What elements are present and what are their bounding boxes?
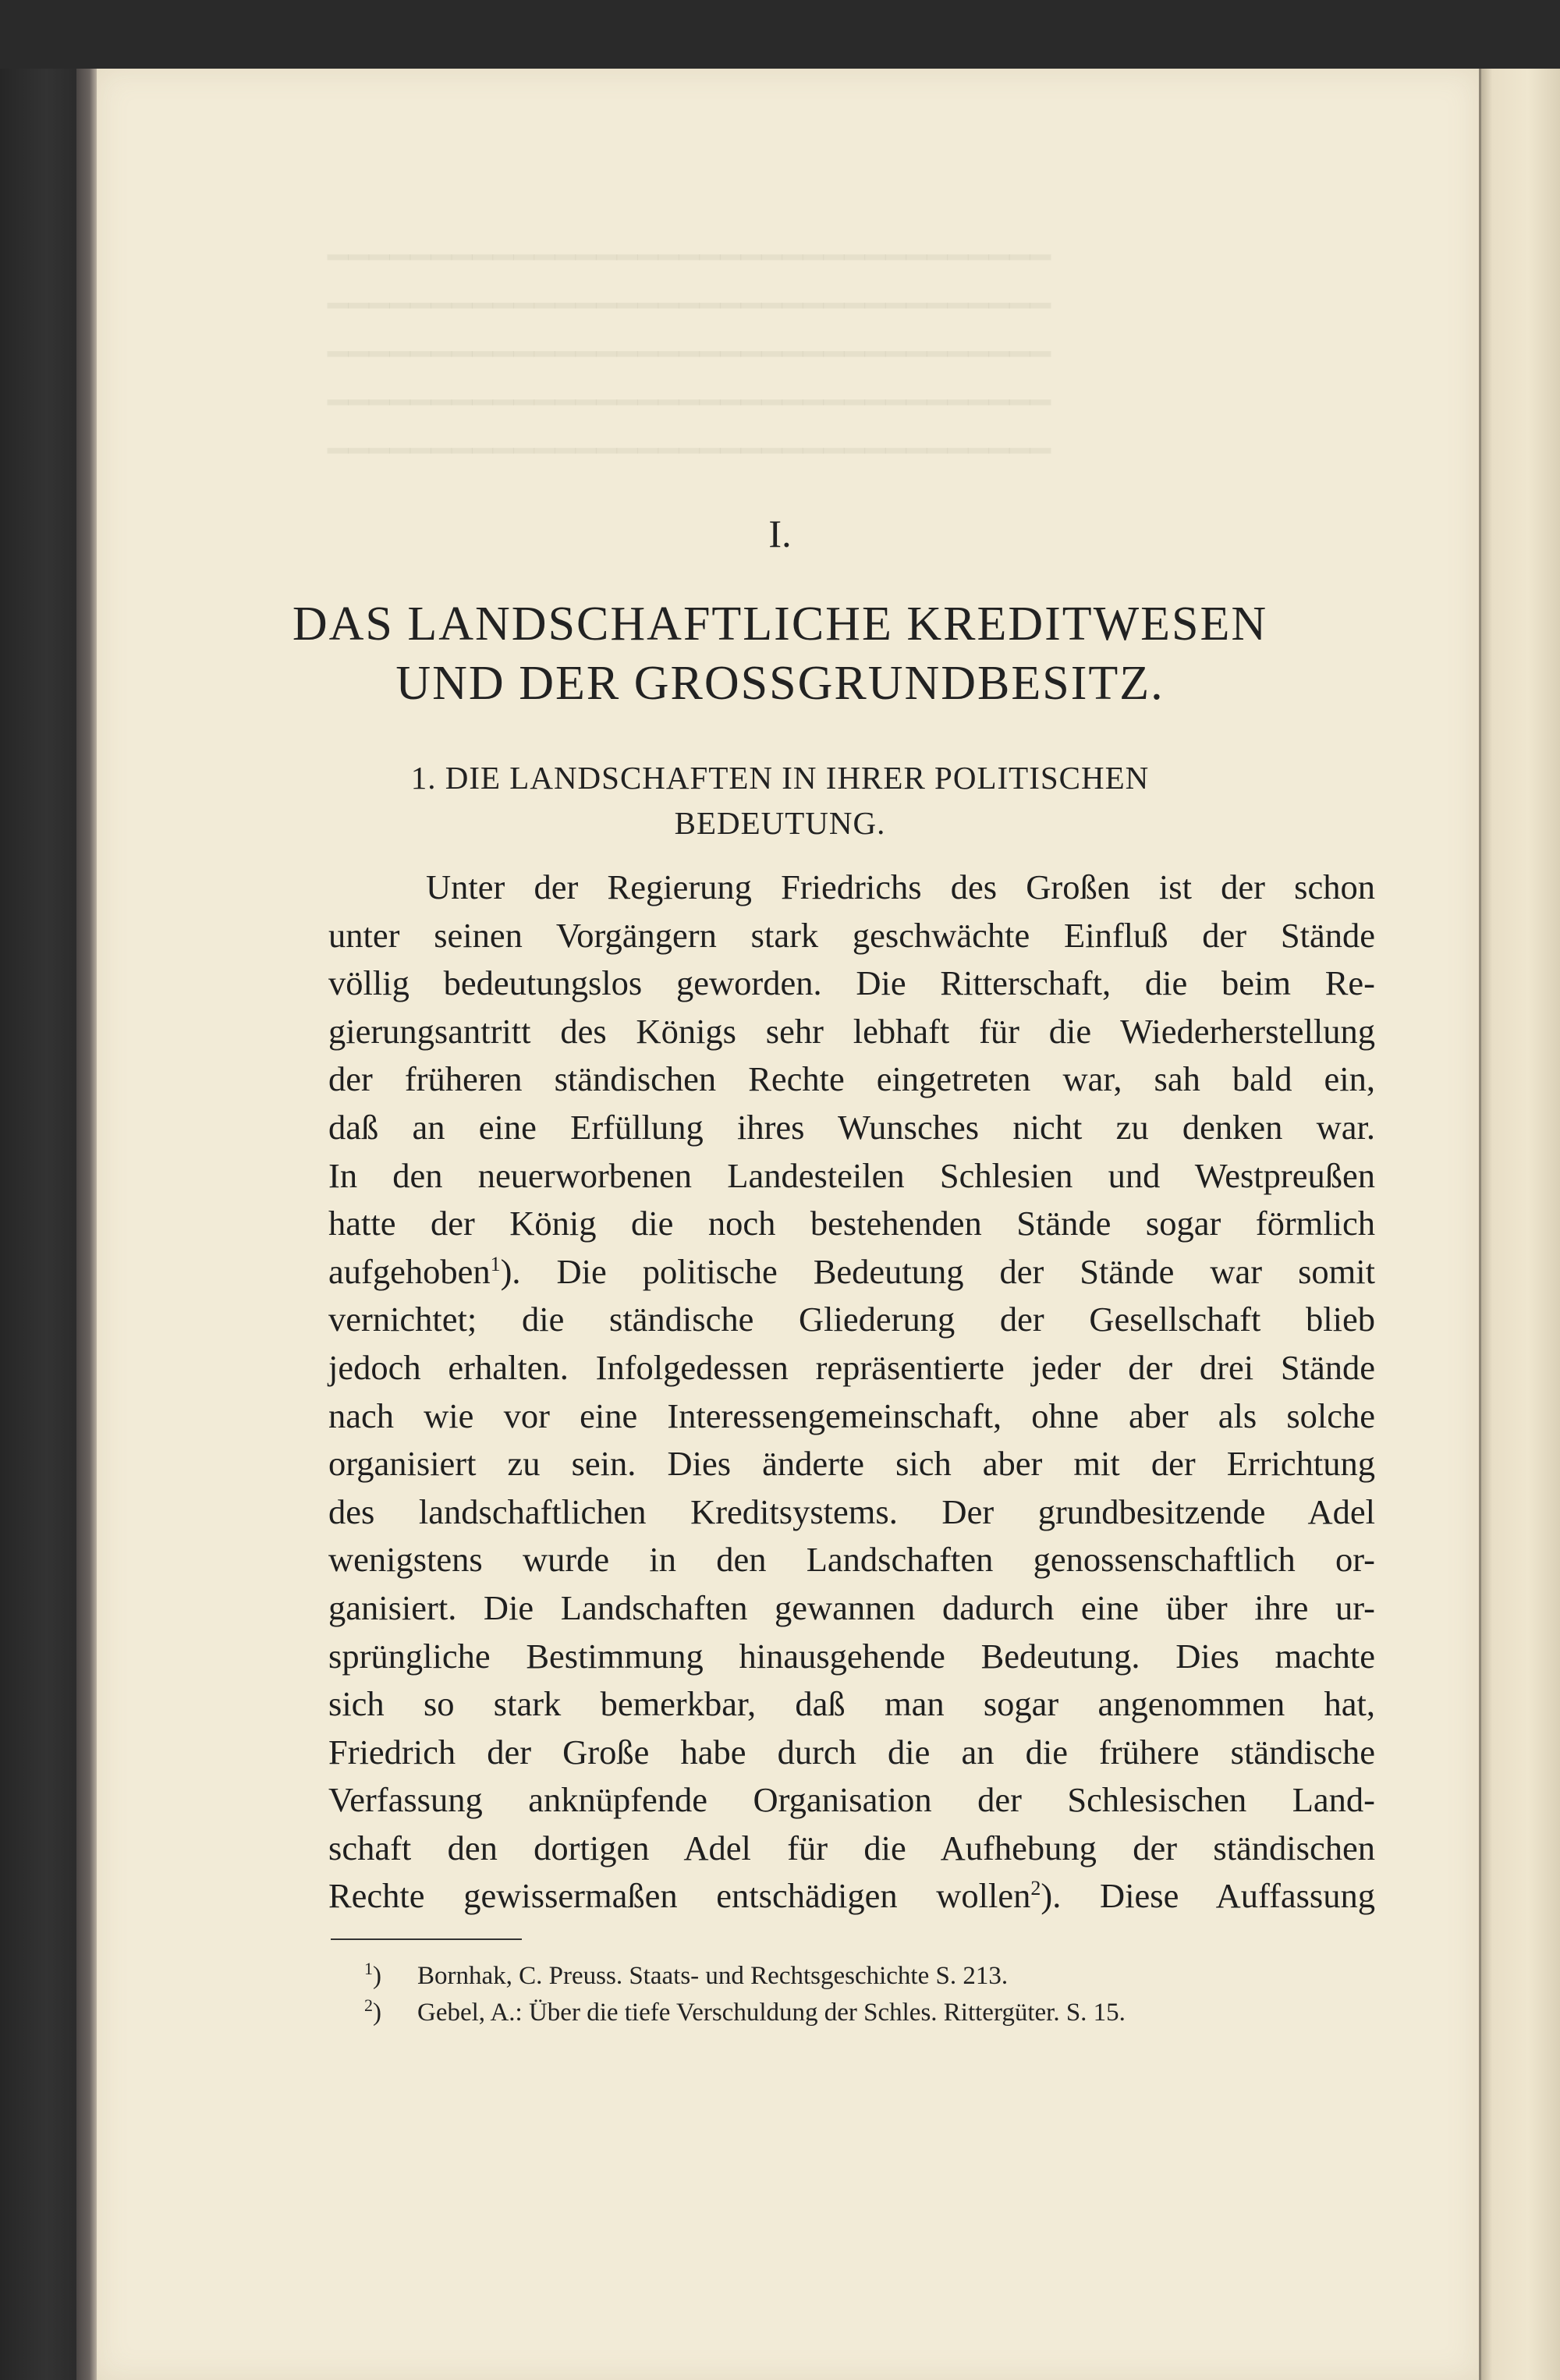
footnote-ref-1[interactable]: 1 <box>490 1252 501 1275</box>
chapter-title-line: UND DER GROSSGRUNDBESITZ. <box>395 657 1165 710</box>
footnote-ref-2[interactable]: 2 <box>1030 1877 1041 1900</box>
show-through-texture: ━━━━━━━━━━━━━━━━━━━━━━━━━━━━━━━━━━━ ━━━━━━━━━━━━━━━━━━━━━━━━━━━━━━━━━━━ ━━━━━━━━━━━━━━━━━━━━━━━━━━━━━━━━━━━ ━━━━━━━━━━━━━━━━━━━━━━━━━━━━━━━━━━━ ━━━━━━━━━━━━━━━━━━━━━━━━━━━━━━━━━━━ <box>328 238 1051 471</box>
text-line: des landschaftlichen Kreditsystems. Der grundbesitzende Adel <box>328 1491 1375 1531</box>
text-line: nach wie vor eine Interessengemeinschaft, ohne aber als solche <box>328 1396 1375 1435</box>
text-line: der früheren ständischen Rechte eingetreten war, sah bald ein, <box>328 1059 1375 1099</box>
chapter-number: I. <box>768 512 792 555</box>
footnote-divider <box>331 1938 522 1940</box>
text-line: ganisiert. Die Landschaften gewannen dadurch eine über ihre ur- <box>328 1587 1375 1627</box>
text-line: Verfassung anknüpfende Organisation der Schlesischen Land- <box>328 1780 1375 1820</box>
footnotes <box>364 1958 1375 2031</box>
body-paragraph <box>328 864 1375 1921</box>
text-line: sich so stark bemerkbar, daß man sogar angenommen hat, <box>328 1684 1375 1724</box>
footnote-2 <box>364 1995 1375 2031</box>
footnote-mark: $^2$) <box>364 1995 381 2027</box>
text-line: völlig bedeutungslos geworden. Die Ritterschaft, die beim Re- <box>328 963 1375 1003</box>
text-line: hatte der König die noch bestehenden Stände sogar förmlich <box>328 1204 1375 1243</box>
text-line: Unter der Regierung Friedrichs des Großen ist der schon <box>426 867 1375 906</box>
text-line: sprüngliche Bestimmung hinausgehende Bedeutung. Dies machte <box>328 1636 1375 1676</box>
text-line-with-footnote-ref <box>328 1248 1375 1296</box>
text-line: jedoch erhalten. Infolgedessen repräsentierte jeder der drei Stände <box>328 1347 1375 1387</box>
footnote-text: Bornhak, C. Preuss. Staats- und Rechtsgeschichte S. 213. <box>417 1962 1009 1990</box>
text-line: Friedrich der Große habe durch die an die frühere ständische <box>328 1732 1375 1772</box>
text-line: vernichtet; die ständische Gliederung der Gesellschaft blieb <box>328 1300 1375 1339</box>
footnote-1 <box>364 1958 1375 1995</box>
adjacent-page-edge <box>1479 69 1560 2380</box>
text-line: gierungsantritt des Königs sehr lebhaft für die Wiederherstellung <box>328 1011 1375 1051</box>
text-line: organisiert zu sein. Dies änderte sich aber mit der Errichtung <box>328 1444 1375 1484</box>
footnote-mark: $^1$) <box>364 1959 381 1990</box>
section-title <box>0 755 1560 846</box>
text-line: unter seinen Vorgängern stark geschwächte Einfluß der Stände <box>328 915 1375 955</box>
text-fragment: aufgehoben <box>328 1251 491 1291</box>
chapter-title <box>0 594 1560 713</box>
text-line: In den neuerworbenen Landesteilen Schlesien und Westpreußen <box>328 1155 1375 1195</box>
section-title-line: 1. DIE LANDSCHAFTEN IN IHRER POLITISCHEN <box>410 760 1150 796</box>
chapter-title-line: DAS LANDSCHAFTLICHE KREDITWESEN <box>292 598 1268 651</box>
text-fragment: Rechte gewissermaßen entschädigen wollen <box>328 1876 1031 1916</box>
scanner-top-margin <box>0 0 1560 69</box>
footnote-number: 2 <box>364 1995 373 2015</box>
text-line-with-footnote-ref <box>328 1872 1375 1921</box>
text-line: wenigstens wurde in den Landschaften genossenschaftlich or- <box>328 1540 1375 1580</box>
footnote-text: Gebel, A.: Über die tiefe Verschuldung der Schles. Rittergüter. S. 15. <box>417 1999 1126 2027</box>
text-line: schaft den dortigen Adel für die Aufhebung der ständischen <box>328 1828 1375 1867</box>
text-fragment: ). Die politische Bedeutung der Stände war somit <box>500 1251 1375 1291</box>
section-title-line: BEDEUTUNG. <box>674 805 886 841</box>
text-line: daß an eine Erfüllung ihres Wunsches nicht zu denken war. <box>328 1107 1375 1147</box>
footnote-number: 1 <box>364 1959 373 1978</box>
text-fragment: ). Diese Auffassung <box>1041 1876 1375 1916</box>
page-gutter-shadow <box>76 69 98 2380</box>
